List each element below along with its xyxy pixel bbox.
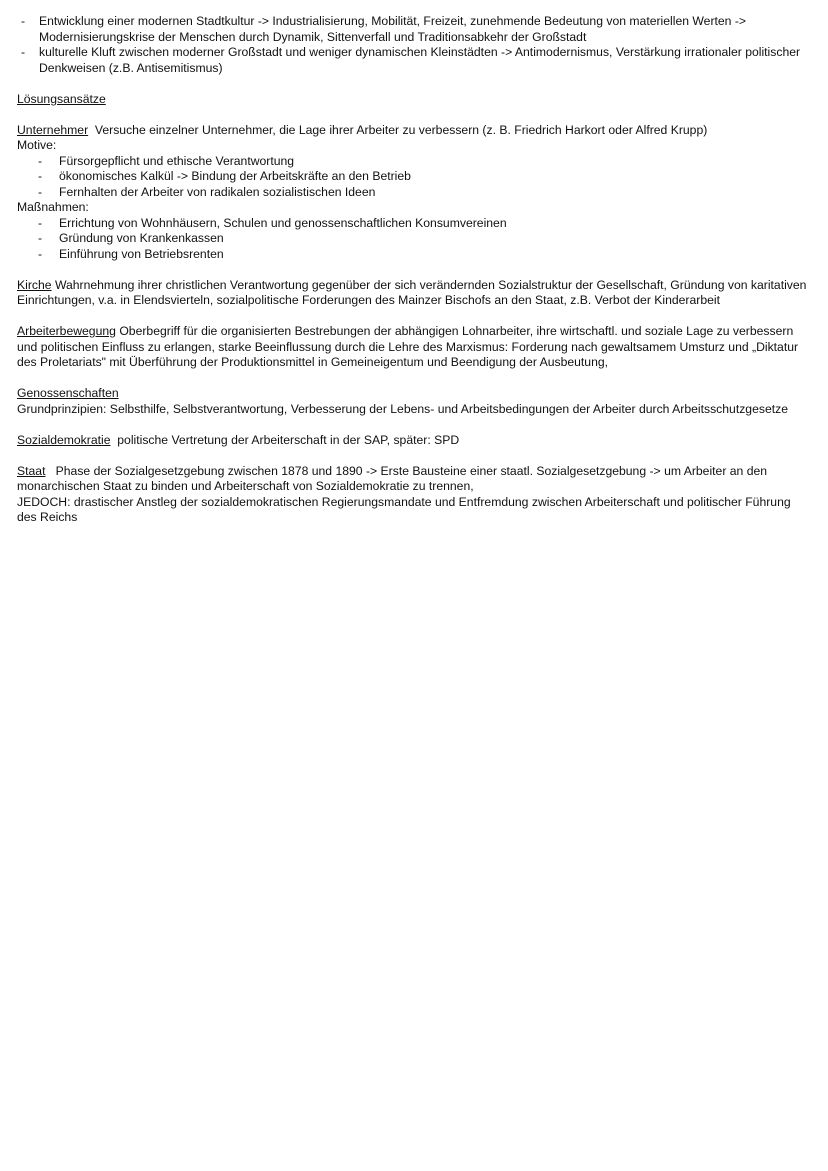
genossenschaften-text: Grundprinzipien: Selbsthilfe, Selbstverantwortung, Verbesserung der Lebens- und Arbeitsbedingungen der Arbeiter durch Arbeitsschutzgesetze [17,401,788,416]
genossenschaften-title: Genossenschaften [17,386,119,400]
staat-paragraph [17,464,807,495]
unternehmer-paragraph [17,123,807,139]
motive-label: Motive: [17,138,57,152]
intro-bullet-list [17,14,807,76]
staat-jedoch: JEDOCH: drastischer Anstleg der sozialdemokratischen Regierungsmandate und Entfremdung zwischen Arbeiterschaft und politischer Führung des Reichs [17,494,791,524]
arbeiterbewegung-text: Oberbegriff für die organisierten Bestrebungen der abhängigen Lohnarbeiter, ihre wirtschaftl. und soziale Lage zu verbessern und politischen Einfluss zu erlangen, starke Beeinflussung durch die Lehre des Marxismus: Forderung nach gewaltsamem Umsturz und „Diktatur des Proletariats" mit Überführung der Produktionsmittel in Gemeineigentum und Beendigung der Ausbeutung, [17,324,799,369]
arbeiterbewegung-title: Arbeiterbewegung [17,324,116,338]
list-item: - kulturelle Kluft zwischen moderner Großstadt und weniger dynamischen Kleinstädten -> Antimodernismus, Verstärkung irrationaler politischer Denkweisen (z.B. Antisemitismus) [17,45,807,76]
sozialdemokratie-title: Sozialdemokratie [17,432,111,447]
massnahmen-label: Maßnahmen: [17,200,89,214]
staat-text: Phase der Sozialgesetzgebung zwischen 1878 und 1890 -> Erste Bausteine einer staatl. Sozialgesetzgebung -> um Arbeiter an den monarchischen Staat zu binden und Arbeiterschaft von Sozialdemokratie zu trennen, [17,463,768,493]
arbeiterbewegung-paragraph [17,324,807,371]
kirche-title: Kirche [17,277,52,292]
list-item: - Entwicklung einer modernen Stadtkultur -> Industrialisierung, Mobilität, Freizeit, zunehmende Bedeutung von materiellen Werten -> Modernisierungskrise der Menschen durch Dynamik, Sittenverfall und Traditionsabkehr der Großstadt [17,14,807,45]
document-page [17,14,807,526]
staat-title: Staat [17,463,46,478]
sozialdemokratie-text: politische Vertretung der Arbeiterschaft in der SAP, später: SPD [117,432,460,447]
list-item: - Fernhalten der Arbeiter von radikalen sozialistischen Ideen [17,185,807,201]
list-item: - Einführung von Betriebsrenten [17,247,807,263]
kirche-text: Wahrnehmung ihrer christlichen Verantwortung gegenüber der sich verändernden Sozialstruktur der Gesellschaft, Gründung von karitativen Einrichtungen, v.a. in Elendsvierteln, sozialpolitische Forderungen des Mainzer Bischofs an den Staat, z.B. Verbot der Kinderarbeit [17,277,807,307]
massnahmen-list [17,216,807,263]
section-heading: Lösungsansätze [17,91,106,106]
sozialdemokratie-paragraph [17,433,807,449]
list-item: - Fürsorgepflicht und ethische Verantwortung [17,154,807,170]
kirche-paragraph [17,278,807,309]
unternehmer-title: Unternehmer [17,122,89,137]
list-item: - ökonomisches Kalkül -> Bindung der Arbeitskräfte an den Betrieb [17,169,807,185]
motive-list [17,154,807,201]
list-item: - Gründung von Krankenkassen [17,231,807,247]
unternehmer-text: Versuche einzelner Unternehmer, die Lage ihrer Arbeiter zu verbessern (z. B. Friedrich Harkort oder Alfred Krupp) [94,122,708,137]
list-item: - Errichtung von Wohnhäusern, Schulen und genossenschaftlichen Konsumvereinen [17,216,807,232]
